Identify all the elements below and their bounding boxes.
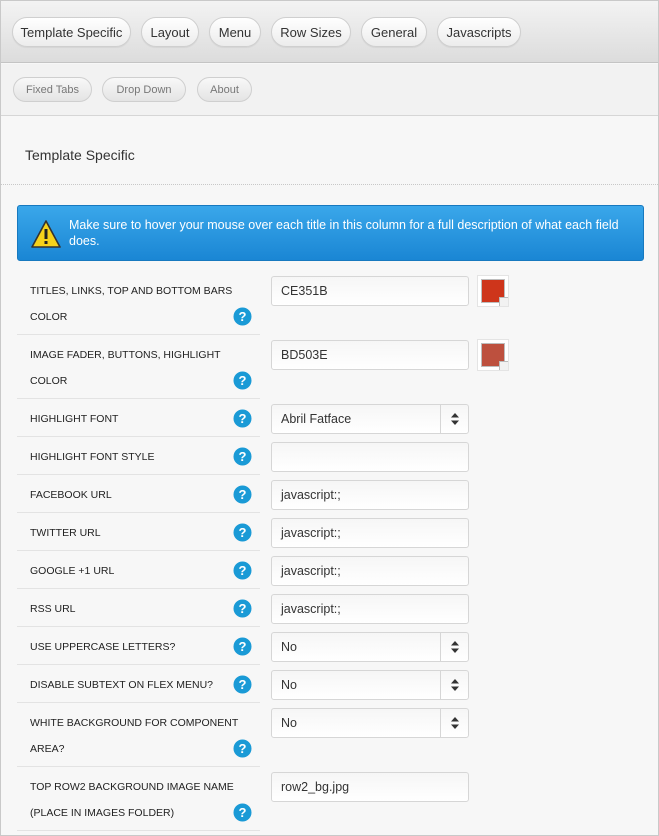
help-icon[interactable]	[233, 523, 252, 542]
rss-url-input[interactable]: javascript:;	[271, 594, 469, 624]
updown-arrows-icon	[440, 405, 468, 433]
row-divider	[17, 474, 260, 475]
help-icon[interactable]	[233, 485, 252, 504]
tab-general[interactable]: General	[361, 17, 427, 47]
picker-arrow-icon	[499, 297, 508, 306]
disable-subtext-select[interactable]	[271, 670, 469, 700]
color-picker-button[interactable]	[477, 275, 509, 307]
svg-text:?: ?	[238, 677, 247, 692]
notice-text: Make sure to hover your mouse over each title in this column for a full description of what each field does.	[69, 218, 619, 248]
svg-text:?: ?	[238, 741, 247, 756]
help-icon[interactable]	[233, 599, 252, 618]
tab-javascripts[interactable]: Javascripts	[437, 17, 521, 47]
row-divider	[17, 588, 260, 589]
svg-text:?: ?	[238, 563, 247, 578]
label-line: WHITE BACKGROUND FOR COMPONENT	[30, 717, 239, 729]
picker-arrow-icon	[499, 361, 508, 370]
field-label-highlight-font-style: HIGHLIGHT FONT STYLE	[30, 451, 155, 463]
help-icon[interactable]	[233, 307, 252, 326]
color-picker-button[interactable]	[477, 339, 509, 371]
twitter-url-input[interactable]: javascript:;	[271, 518, 469, 548]
uppercase-letters-select[interactable]	[271, 632, 469, 662]
tab-row-sizes[interactable]: Row Sizes	[271, 17, 351, 47]
subtab-drop-down[interactable]: Drop Down	[102, 77, 186, 102]
subtab-about[interactable]: About	[197, 77, 252, 102]
divider	[1, 184, 658, 185]
row-divider	[17, 830, 260, 831]
svg-text:?: ?	[238, 525, 247, 540]
field-label-google-url: GOOGLE +1 URL	[30, 565, 115, 577]
select-value: No	[281, 640, 297, 654]
help-icon[interactable]	[233, 637, 252, 656]
svg-text:?: ?	[238, 639, 247, 654]
field-label-disable-subtext: DISABLE SUBTEXT ON FLEX MENU?	[30, 679, 214, 691]
row2-background-input[interactable]: row2_bg.jpg	[271, 772, 469, 802]
updown-arrows-icon	[440, 709, 468, 737]
label-line: (PLACE IN IMAGES FOLDER)	[30, 807, 175, 819]
main-tab-bar	[1, 1, 658, 63]
highlight-font-style-input[interactable]	[271, 442, 469, 472]
row-divider	[17, 398, 260, 399]
help-icon[interactable]	[233, 739, 252, 758]
field-label-highlight-font: HIGHLIGHT FONT	[30, 413, 119, 425]
select-value: No	[281, 678, 297, 692]
row-divider	[17, 702, 260, 703]
label-line: TOP ROW2 BACKGROUND IMAGE NAME	[30, 781, 234, 793]
help-icon[interactable]	[233, 675, 252, 694]
help-icon[interactable]	[233, 561, 252, 580]
subtab-fixed-tabs[interactable]: Fixed Tabs	[13, 77, 92, 102]
image-fader-color-input[interactable]: BD503E	[271, 340, 469, 370]
select-value: No	[281, 716, 297, 730]
field-label-white-background	[30, 710, 245, 762]
svg-text:?: ?	[238, 805, 247, 820]
updown-arrows-icon	[440, 671, 468, 699]
svg-text:?: ?	[238, 309, 247, 324]
svg-text:?: ?	[238, 411, 247, 426]
tab-layout[interactable]: Layout	[141, 17, 199, 47]
row-divider	[17, 334, 260, 335]
label-line: COLOR	[30, 311, 68, 323]
help-icon[interactable]	[233, 447, 252, 466]
field-label-titles-color	[30, 278, 245, 330]
field-label-row2-background	[30, 774, 245, 826]
svg-text:?: ?	[238, 373, 247, 388]
google-url-input[interactable]: javascript:;	[271, 556, 469, 586]
field-label-rss-url: RSS URL	[30, 603, 76, 615]
row-divider	[17, 512, 260, 513]
field-label-uppercase-letters: USE UPPERCASE LETTERS?	[30, 641, 176, 653]
select-value: Abril Fatface	[281, 412, 352, 426]
white-background-select[interactable]	[271, 708, 469, 738]
tab-template-specific[interactable]: Template Specific	[12, 17, 131, 47]
field-label-facebook-url: FACEBOOK URL	[30, 489, 112, 501]
svg-text:?: ?	[238, 449, 247, 464]
label-line: AREA?	[30, 743, 65, 755]
label-line: TITLES, LINKS, TOP AND BOTTOM BARS	[30, 285, 233, 297]
facebook-url-input[interactable]: javascript:;	[271, 480, 469, 510]
svg-text:?: ?	[238, 601, 247, 616]
tab-menu[interactable]: Menu	[209, 17, 261, 47]
updown-arrows-icon	[440, 633, 468, 661]
field-label-image-fader-color: IMAGE FADER, BUTTONS, HIGHLIGHT COLOR	[30, 349, 221, 387]
row-divider	[17, 626, 260, 627]
row-divider	[17, 766, 260, 767]
field-label-twitter-url: TWITTER URL	[30, 527, 101, 539]
help-icon[interactable]	[233, 803, 252, 822]
help-icon[interactable]	[233, 371, 252, 390]
row-divider	[17, 436, 260, 437]
row-divider	[17, 550, 260, 551]
row-divider	[17, 664, 260, 665]
svg-text:?: ?	[238, 487, 247, 502]
titles-color-input[interactable]: CE351B	[271, 276, 469, 306]
sub-tab-bar	[1, 64, 658, 116]
help-icon[interactable]	[233, 409, 252, 428]
info-notice	[17, 205, 644, 261]
highlight-font-select[interactable]	[271, 404, 469, 434]
warning-icon	[31, 220, 61, 248]
page-title: Template Specific	[25, 147, 135, 163]
